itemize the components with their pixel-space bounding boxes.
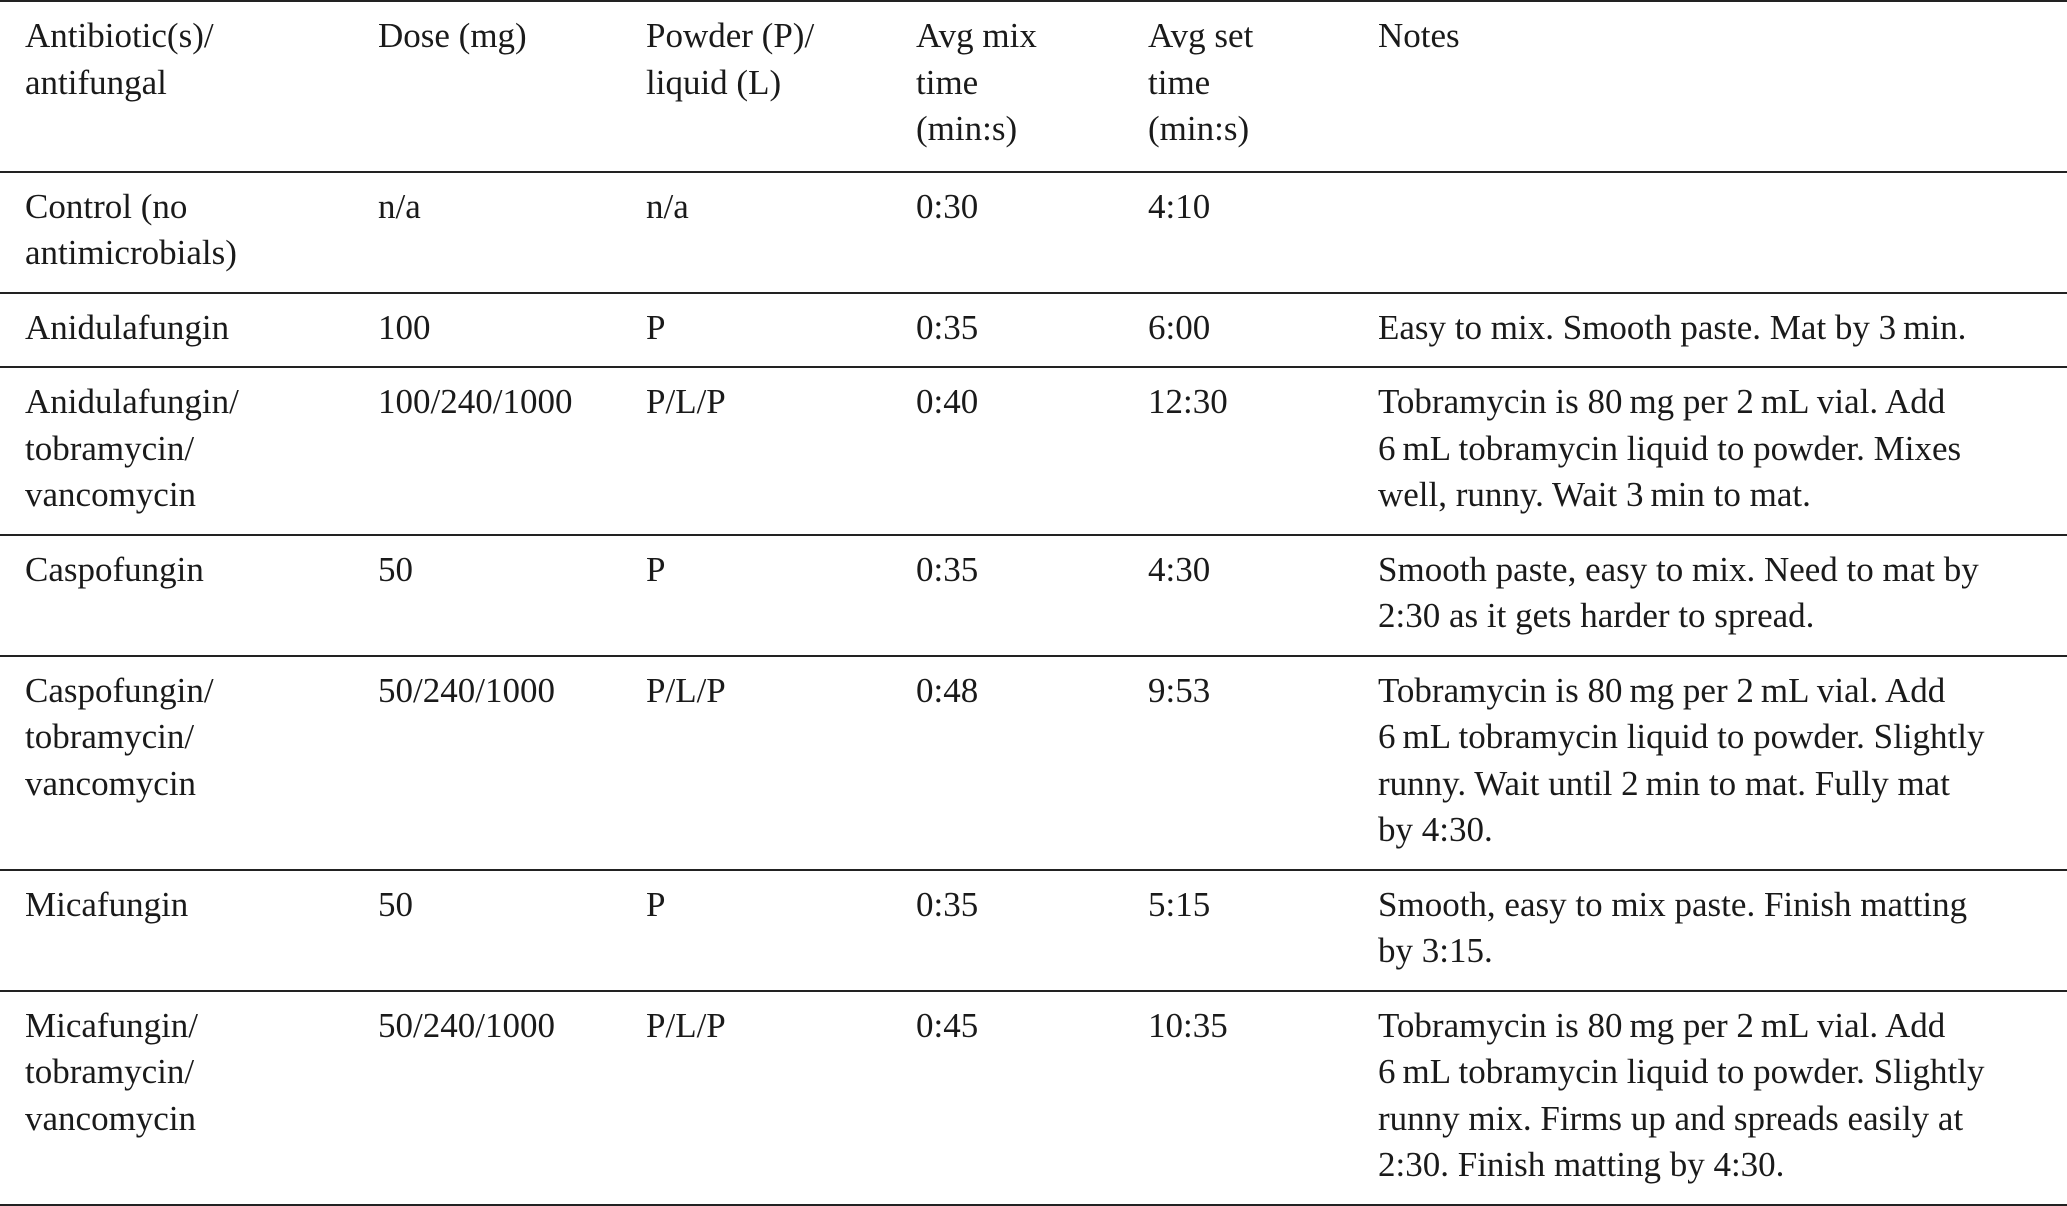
cell-form: P/L/P [646,382,726,421]
cell-agent: Caspofungin/ tobramycin/ vancomycin [25,670,214,803]
cell-mix-time: 0:35 [916,549,979,589]
cell-agent: Micafungin [25,884,189,924]
cell-mix-time: 0:35 [916,884,979,924]
table-row [0,172,2067,293]
header-row [0,1,2067,172]
cell-dose: 50 [378,549,413,589]
table-row [0,535,2067,656]
cell-dose: 100/240/1000 [378,382,573,421]
cell-dose: 100 [378,307,431,347]
header-mix-time: Avg mix time (min:s) [916,16,1037,148]
cell-agent: Caspofungin [25,549,204,589]
header-set-time: Avg set time (min:s) [1148,16,1254,148]
cell-agent: Anidulafungin/ tobramycin/ vancomycin [25,382,239,514]
cell-mix-time: 0:48 [916,670,979,710]
cell-agent: Anidulafungin [25,307,230,347]
cell-dose: 50/240/1000 [378,1005,555,1045]
cell-notes: Smooth paste, easy to mix. Need to mat by 2:30 as it gets harder to spread. [1378,549,1979,635]
table-row [0,991,2067,1205]
table-row [0,367,2067,535]
cell-notes [1378,172,2067,293]
cell-form: P/L/P [646,1005,726,1045]
cell-mix-time: 0:30 [916,186,979,226]
header-agent: Antibiotic(s)/ antifungal [25,16,214,102]
cell-set-time: 4:30 [1148,549,1211,589]
table-row [0,293,2067,368]
cell-dose: n/a [378,186,421,226]
table-header [0,1,2067,172]
cell-notes: Smooth, easy to mix paste. Finish matting by 3:15. [1378,884,1968,970]
table-body [0,172,2067,1205]
cell-notes: Tobramycin is 80 mg per 2 mL vial. Add 6 mL tobramycin liquid to powder. Slightly runny. Wait until 2 min to mat. Fully mat by 4:30. [1378,670,1985,849]
cell-notes: Tobramycin is 80 mg per 2 mL vial. Add 6 mL tobramycin liquid to powder. Mixes well, runny. Wait 3 min to mat. [1378,382,1962,514]
header-dose: Dose (mg) [378,16,527,55]
cell-dose: 50/240/1000 [378,670,555,710]
table-row [0,870,2067,991]
cell-dose: 50 [378,884,413,924]
cell-set-time: 9:53 [1148,670,1211,710]
cell-mix-time: 0:45 [916,1005,979,1045]
cell-notes: Tobramycin is 80 mg per 2 mL vial. Add 6 mL tobramycin liquid to powder. Slightly runny mix. Firms up and spreads easily at 2:30. Finish matting by 4:30. [1378,1005,1985,1184]
cell-agent: Micafungin/ tobramycin/ vancomycin [25,1005,199,1138]
cell-form: P/L/P [646,670,726,710]
cell-set-time: 5:15 [1148,884,1211,924]
cell-set-time: 6:00 [1148,307,1211,347]
cell-mix-time: 0:35 [916,307,979,347]
table-row [0,656,2067,870]
header-notes: Notes [1378,16,1460,55]
cell-set-time: 10:35 [1148,1005,1228,1045]
header-form: Powder (P)/ liquid (L) [646,16,815,102]
cell-form: P [646,884,666,924]
cell-set-time: 4:10 [1148,186,1211,226]
cell-mix-time: 0:40 [916,382,979,421]
cell-agent: Control (no antimicrobials) [25,186,237,272]
cell-form: P [646,549,666,589]
cell-notes: Easy to mix. Smooth paste. Mat by 3 min. [1378,307,1967,347]
cell-set-time: 12:30 [1148,382,1228,421]
cell-form: n/a [646,186,689,226]
cell-form: P [646,307,666,347]
